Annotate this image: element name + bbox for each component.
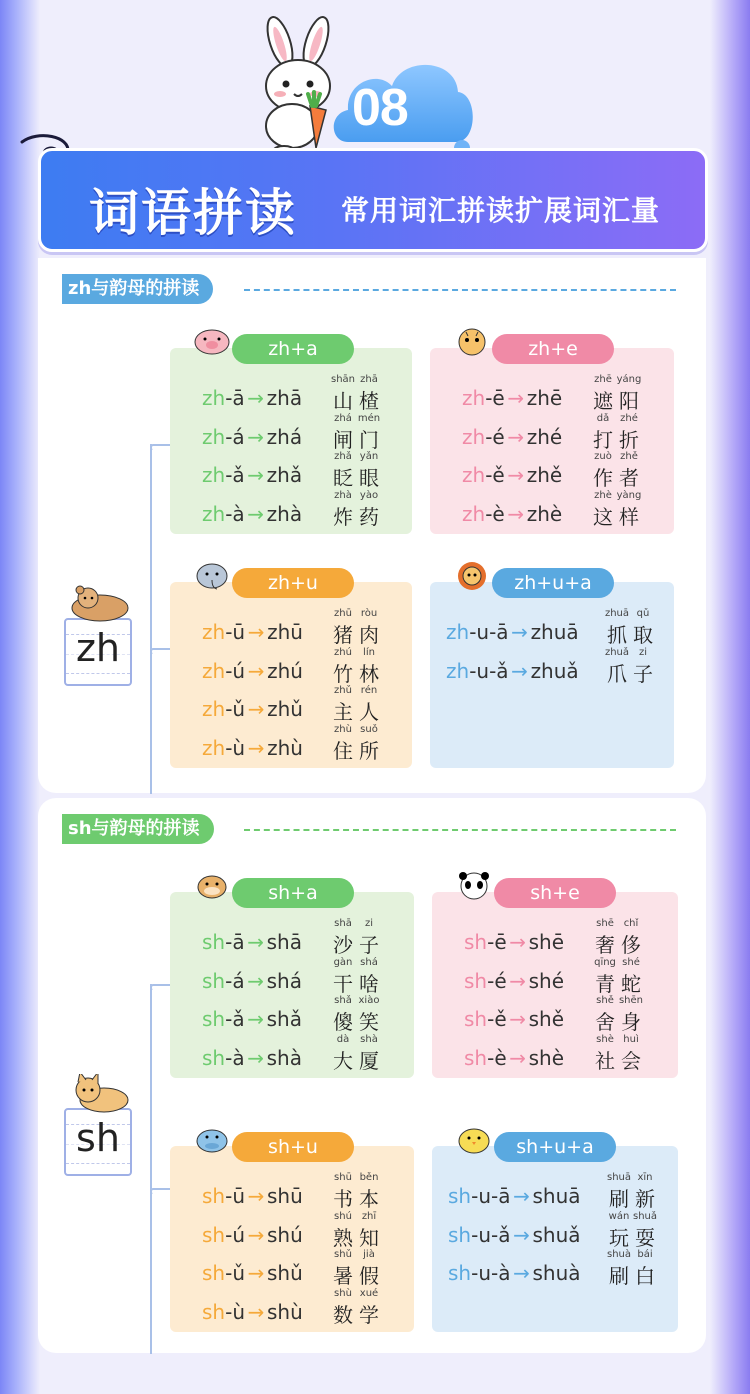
spelling-row	[448, 1223, 581, 1247]
arrow-icon: →	[507, 463, 525, 487]
lion-icon	[452, 562, 492, 596]
initial: zh	[462, 501, 486, 526]
syllable-result: shá	[266, 968, 302, 993]
spelling-row	[202, 620, 303, 644]
arrow-icon: →	[247, 1045, 264, 1070]
spelling-row	[464, 969, 564, 993]
syllable-result: zhě	[526, 463, 563, 487]
pinyin-annotation: zi	[638, 646, 648, 658]
pinyin-annotation: zhuā	[604, 608, 630, 619]
syllable-result: zhù	[267, 735, 303, 760]
pinyin-annotation: zi	[364, 918, 374, 929]
final: -u-ā	[471, 1184, 511, 1208]
chinese-character: 厦	[359, 1048, 379, 1073]
spelling-row	[462, 386, 562, 410]
final: -ú	[225, 1222, 246, 1247]
spelling-row	[202, 1223, 303, 1247]
chinese-character: 啥	[359, 971, 379, 996]
initial: zh	[202, 620, 226, 644]
initial-letter: sh	[76, 1116, 120, 1160]
pinyin-annotation: xiào	[358, 995, 380, 1006]
syllable-result: shā	[266, 930, 302, 954]
initial: sh	[202, 1261, 226, 1285]
arrow-icon: →	[247, 930, 264, 954]
group-label: zh+a	[232, 334, 354, 364]
chinese-character: 山	[333, 389, 353, 413]
group-label: sh+u	[232, 1132, 354, 1162]
chinese-character: 傻	[333, 1010, 353, 1034]
arrow-icon: →	[511, 658, 528, 683]
final: -ū	[225, 620, 246, 644]
spelling-row	[202, 930, 302, 954]
arrow-icon: →	[247, 658, 265, 683]
chinese-character: 所	[359, 738, 379, 763]
arrow-icon: →	[247, 501, 265, 526]
chinese-character: 数	[333, 1302, 353, 1327]
arrow-icon: →	[247, 620, 265, 644]
pinyin-annotation: shé	[622, 956, 640, 968]
arrow-icon: →	[509, 1045, 527, 1070]
chinese-character: 肉	[359, 623, 379, 647]
initial: sh	[448, 1222, 472, 1247]
group-label: sh+u+a	[494, 1132, 616, 1162]
spelling-row	[446, 659, 579, 683]
arrow-icon: →	[247, 1299, 265, 1324]
pinyin-annotation: shē	[596, 918, 614, 929]
syllable-result: zhú	[267, 658, 303, 683]
page-title: 词语拼读	[89, 184, 297, 242]
final: -ǔ	[225, 697, 246, 721]
section-tag: sh与韵母的拼读	[62, 814, 214, 844]
cow-icon	[192, 872, 232, 906]
spelling-row	[202, 659, 303, 683]
initial: sh	[464, 968, 488, 993]
final: -ú	[225, 658, 246, 683]
pinyin-annotation: dà	[336, 1033, 350, 1045]
pinyin-annotation: zhǎ	[334, 451, 352, 462]
chick-icon	[454, 1126, 494, 1160]
initial: zh	[462, 386, 486, 410]
arrow-icon: →	[247, 735, 265, 760]
chinese-character: 大	[333, 1048, 353, 1073]
group-label: zh+u	[232, 568, 354, 598]
spelling-row	[202, 736, 303, 760]
group-label: sh+e	[494, 878, 616, 908]
pinyin-annotation: dǎ	[596, 412, 610, 424]
pinyin-annotation: zhě	[620, 451, 638, 462]
pinyin-annotation: zhǔ	[334, 685, 352, 696]
pinyin-annotation: shú	[334, 1210, 352, 1222]
initial-letter-card	[64, 618, 132, 686]
pinyin-annotation: zhā	[360, 374, 378, 385]
spelling-row	[202, 697, 303, 721]
initial: sh	[202, 1299, 226, 1324]
arrow-icon: →	[509, 1007, 527, 1031]
final: -ù	[225, 1299, 246, 1324]
chinese-character: 奢	[595, 933, 615, 957]
spelling-row	[202, 502, 302, 526]
chinese-character: 知	[359, 1225, 379, 1250]
syllable-result: shǔ	[267, 1261, 303, 1285]
initial: sh	[202, 1007, 226, 1031]
pinyin-annotation: yǎn	[359, 451, 379, 462]
pinyin-annotation: yáng	[616, 374, 642, 385]
spelling-row	[202, 1300, 303, 1324]
arrow-icon: →	[247, 1184, 265, 1208]
arrow-icon: →	[247, 1007, 264, 1031]
initial: zh	[446, 620, 470, 644]
spelling-row	[462, 463, 562, 487]
pinyin-annotation: shě	[596, 995, 614, 1006]
initial: sh	[202, 930, 226, 954]
pinyin-annotation: zhū	[334, 608, 352, 619]
pinyin-annotation: zhī	[361, 1210, 377, 1222]
pinyin-annotation: jià	[363, 1249, 375, 1260]
final: -ā	[225, 930, 245, 954]
spelling-row	[462, 502, 562, 526]
syllable-result: shà	[266, 1045, 302, 1070]
chinese-character: 闸	[333, 427, 353, 452]
lesson-number: 08	[352, 79, 408, 137]
chinese-character: 玩	[609, 1225, 629, 1250]
pinyin-annotation: shā	[334, 918, 352, 929]
chinese-character: 折	[619, 427, 639, 452]
pinyin-annotation: huì	[623, 1033, 639, 1045]
arrow-icon: →	[507, 386, 525, 410]
elephant-icon	[192, 562, 232, 596]
syllable-result: shè	[528, 1045, 565, 1070]
final: -ǎ	[225, 463, 245, 487]
chinese-character: 暑	[333, 1264, 353, 1288]
hippo-icon	[192, 1126, 232, 1160]
tree-branch	[150, 648, 170, 654]
chinese-character: 眼	[359, 466, 379, 490]
chinese-character: 取	[633, 623, 653, 647]
chinese-character: 笑	[359, 1010, 379, 1034]
syllable-result: shuǎ	[532, 1222, 581, 1247]
chinese-character: 打	[593, 427, 613, 452]
pinyin-annotation: mén	[357, 412, 381, 424]
chinese-character: 舍	[595, 1010, 615, 1034]
syllable-result: zhé	[526, 424, 563, 449]
tree-branch	[150, 1188, 170, 1194]
chinese-character: 社	[595, 1048, 615, 1073]
bear-icon	[70, 584, 132, 626]
chinese-character: 子	[633, 661, 653, 686]
group-label: zh+e	[492, 334, 614, 364]
group-label: sh+a	[232, 878, 354, 908]
syllable-result: shuà	[532, 1261, 581, 1285]
pinyin-annotation: shè	[596, 1033, 614, 1045]
chinese-character: 耍	[635, 1225, 655, 1250]
chinese-character: 住	[333, 738, 353, 763]
spelling-row	[202, 463, 302, 487]
syllable-result: shuā	[532, 1184, 581, 1208]
final: -á	[225, 968, 245, 993]
final: -à	[225, 501, 245, 526]
chinese-character: 样	[619, 504, 639, 529]
chinese-character: 眨	[333, 466, 353, 490]
arrow-icon: →	[247, 1222, 265, 1247]
pinyin-annotation: shǎ	[334, 995, 352, 1006]
spelling-row	[464, 930, 564, 954]
chinese-character: 爪	[607, 661, 627, 686]
spelling-row	[464, 1046, 564, 1070]
syllable-result: zhē	[526, 386, 563, 410]
arrow-icon: →	[247, 424, 265, 449]
pinyin-annotation: xīn	[637, 1172, 653, 1183]
chinese-character: 阳	[619, 389, 639, 413]
initial: sh	[202, 1222, 226, 1247]
arrow-icon: →	[247, 386, 265, 410]
initial: zh	[202, 735, 226, 760]
syllable-result: shú	[267, 1222, 303, 1247]
pinyin-annotation: shēn	[618, 995, 644, 1006]
spelling-row	[202, 1046, 302, 1070]
chinese-character: 刷	[609, 1264, 629, 1288]
pinyin-annotation: ròu	[360, 608, 378, 619]
final: -u-ǎ	[469, 658, 509, 683]
syllable-result: zhè	[526, 501, 563, 526]
arrow-icon: →	[513, 1222, 530, 1247]
pinyin-annotation: zhá	[334, 412, 352, 424]
pinyin-annotation: qīng	[594, 956, 616, 968]
pig-icon	[192, 328, 232, 362]
chinese-character: 熟	[333, 1225, 353, 1250]
pinyin-annotation: shà	[360, 1033, 378, 1045]
title-banner	[38, 148, 708, 252]
initial-letter-card	[64, 1108, 132, 1176]
spelling-row	[202, 1261, 303, 1285]
pinyin-annotation: bái	[637, 1249, 653, 1260]
initial: sh	[202, 1184, 226, 1208]
pinyin-annotation: lín	[363, 646, 375, 658]
initial: zh	[462, 463, 486, 487]
chinese-character: 主	[333, 700, 353, 724]
pinyin-annotation: shuà	[606, 1249, 631, 1260]
spelling-row	[202, 969, 302, 993]
spelling-row	[464, 1007, 564, 1031]
pinyin-annotation: chǐ	[623, 918, 639, 929]
arrow-icon: →	[247, 463, 265, 487]
pinyin-annotation: shá	[360, 956, 378, 968]
chinese-character: 猪	[333, 623, 353, 647]
chinese-character: 抓	[607, 623, 627, 647]
final: -ū	[225, 1184, 246, 1208]
initial-letter: zh	[75, 626, 121, 670]
final: -á	[225, 424, 245, 449]
arrow-icon: →	[247, 1261, 265, 1285]
pinyin-annotation: qǔ	[636, 608, 650, 619]
syllable-result: zhǔ	[267, 697, 303, 721]
final: -é	[487, 968, 507, 993]
arrow-icon: →	[507, 501, 525, 526]
tree-branch	[150, 984, 170, 990]
chinese-character: 药	[359, 504, 379, 529]
chinese-character: 侈	[621, 933, 641, 957]
tree-connector	[150, 444, 152, 794]
arrow-icon: →	[511, 620, 528, 644]
pinyin-annotation: yàng	[616, 489, 642, 501]
chinese-character: 干	[333, 971, 353, 996]
chinese-character: 白	[635, 1264, 655, 1288]
initial: zh	[202, 386, 226, 410]
pinyin-annotation: wán	[608, 1210, 630, 1222]
arrow-icon: →	[509, 968, 527, 993]
arrow-icon: →	[509, 930, 527, 954]
page-subtitle: 常用词汇拼读扩展词汇量	[341, 194, 661, 227]
chinese-character: 假	[359, 1264, 379, 1288]
syllable-result: shū	[267, 1184, 303, 1208]
spelling-row	[446, 620, 579, 644]
chinese-character: 会	[621, 1048, 641, 1073]
syllable-result: shù	[267, 1299, 303, 1324]
syllable-result: shě	[528, 1007, 565, 1031]
pinyin-annotation: shān	[330, 374, 355, 385]
initial: sh	[202, 1045, 226, 1070]
chinese-character: 者	[619, 466, 639, 490]
spelling-row	[202, 1007, 302, 1031]
chinese-character: 沙	[333, 933, 353, 957]
pinyin-annotation: shù	[334, 1287, 352, 1299]
rabbit-with-carrot-icon	[250, 14, 346, 154]
chinese-character: 人	[359, 700, 379, 724]
pinyin-annotation: shuā	[606, 1172, 631, 1183]
pinyin-annotation: yào	[359, 489, 379, 501]
pinyin-annotation: suǒ	[360, 723, 378, 735]
initial: zh	[446, 658, 470, 683]
initial: zh	[202, 501, 226, 526]
syllable-result: zhā	[266, 386, 303, 410]
arrow-icon: →	[513, 1261, 530, 1285]
final: -ù	[225, 735, 246, 760]
initial: zh	[202, 424, 226, 449]
chinese-character: 竹	[333, 661, 353, 686]
initial: sh	[464, 930, 488, 954]
pinyin-annotation: běn	[359, 1172, 379, 1183]
final: -ě	[487, 1007, 507, 1031]
syllable-result: zhuā	[530, 620, 579, 644]
tree-connector	[150, 984, 152, 1354]
initial: sh	[464, 1007, 488, 1031]
chinese-character: 青	[595, 971, 615, 996]
initial: sh	[448, 1261, 472, 1285]
final: -à	[225, 1045, 245, 1070]
chinese-character: 遮	[593, 389, 613, 413]
panda-icon	[454, 872, 494, 906]
final: -u-ā	[469, 620, 509, 644]
chinese-character: 本	[359, 1187, 379, 1211]
dog-icon	[70, 1074, 132, 1118]
pinyin-annotation: zhú	[334, 646, 352, 658]
spelling-row	[448, 1184, 581, 1208]
initial: sh	[202, 968, 226, 993]
pinyin-annotation: xué	[359, 1287, 379, 1299]
initial: sh	[464, 1045, 488, 1070]
final: -ā	[225, 386, 245, 410]
pinyin-annotation: shū	[334, 1172, 352, 1183]
pinyin-annotation: zhù	[334, 723, 352, 735]
arrow-icon: →	[247, 697, 265, 721]
initial: sh	[448, 1184, 472, 1208]
syllable-result: shǎ	[266, 1007, 302, 1031]
chinese-character: 刷	[609, 1187, 629, 1211]
section-tag: zh与韵母的拼读	[62, 274, 213, 304]
final: -ě	[485, 463, 505, 487]
final: -ē	[487, 930, 507, 954]
chinese-character: 身	[621, 1010, 641, 1034]
final: -è	[487, 1045, 507, 1070]
syllable-result: shé	[528, 968, 565, 993]
final: -é	[485, 424, 505, 449]
final: -u-à	[471, 1261, 511, 1285]
chinese-character: 子	[359, 933, 379, 957]
initial: zh	[202, 658, 226, 683]
pinyin-annotation: zuò	[594, 451, 612, 462]
pinyin-annotation: zhē	[594, 374, 612, 385]
pinyin-annotation: zhè	[594, 489, 612, 501]
pinyin-annotation: shǔ	[334, 1249, 352, 1260]
spelling-row	[448, 1261, 581, 1285]
spelling-row	[202, 425, 302, 449]
final: -u-ǎ	[471, 1222, 511, 1247]
pinyin-annotation: shuǎ	[632, 1210, 657, 1222]
final: -è	[485, 501, 505, 526]
chinese-character: 书	[333, 1187, 353, 1211]
chinese-character: 楂	[359, 389, 379, 413]
arrow-icon: →	[247, 968, 264, 993]
chinese-character: 门	[359, 427, 379, 452]
syllable-result: zhà	[266, 501, 303, 526]
chinese-character: 学	[359, 1302, 379, 1327]
chinese-character: 新	[635, 1187, 655, 1211]
section-divider	[244, 829, 676, 831]
spelling-row	[462, 425, 562, 449]
section-divider	[244, 289, 676, 291]
spelling-row	[202, 386, 302, 410]
final: -ē	[485, 386, 505, 410]
chinese-character: 蛇	[621, 971, 641, 996]
chinese-character: 林	[359, 661, 379, 686]
pinyin-annotation: zhà	[334, 489, 352, 501]
group-label: zh+u+a	[492, 568, 614, 598]
initial: zh	[202, 463, 226, 487]
initial: zh	[202, 697, 226, 721]
final: -ǎ	[225, 1007, 245, 1031]
syllable-result: zhá	[266, 424, 303, 449]
chinese-character: 炸	[333, 504, 353, 529]
syllable-result: zhǎ	[266, 463, 303, 487]
initial: zh	[462, 424, 486, 449]
pinyin-annotation: rén	[360, 685, 378, 696]
arrow-icon: →	[513, 1184, 530, 1208]
spelling-row	[202, 1184, 303, 1208]
chinese-character: 作	[593, 466, 613, 490]
pinyin-annotation: gàn	[333, 956, 353, 968]
syllable-result: zhuǎ	[530, 658, 579, 683]
syllable-result: shē	[528, 930, 565, 954]
chinese-character: 这	[593, 504, 613, 529]
pinyin-annotation: zhé	[620, 412, 638, 424]
tree-branch	[150, 444, 170, 450]
pinyin-annotation: zhuǎ	[604, 646, 630, 658]
arrow-icon: →	[507, 424, 525, 449]
tiger-icon	[452, 328, 492, 362]
final: -ǔ	[225, 1261, 246, 1285]
syllable-result: zhū	[267, 620, 303, 644]
